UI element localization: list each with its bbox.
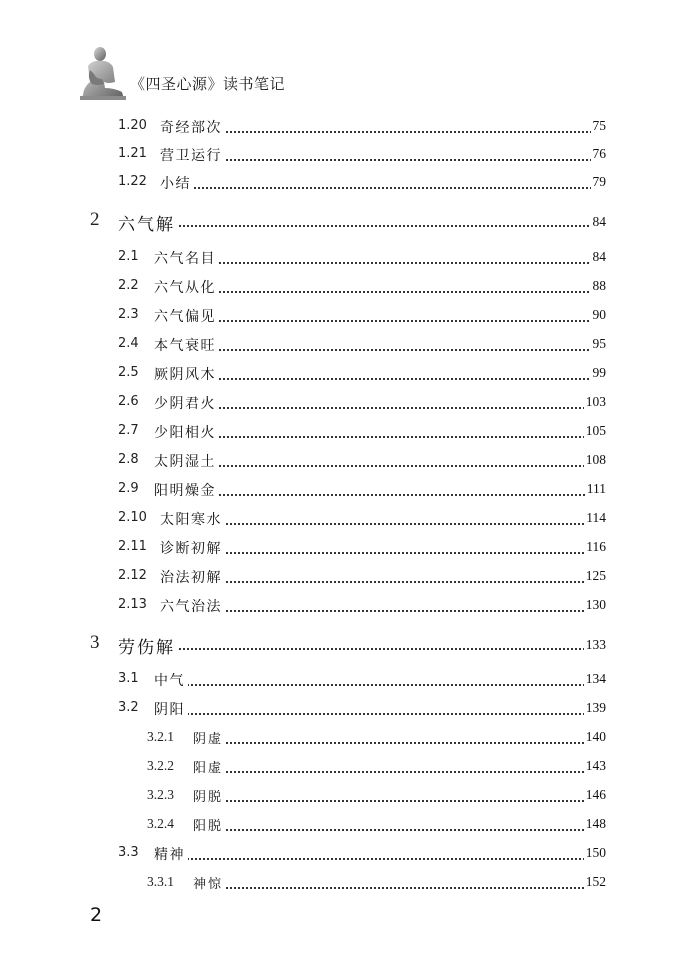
toc-entry-title: 六气解 xyxy=(118,210,178,235)
toc-entry-number: 2.2 xyxy=(118,278,139,293)
toc-entry[interactable] xyxy=(0,394,700,420)
toc-entry-title: 神惊 xyxy=(193,873,226,892)
toc-entry-page: 76 xyxy=(592,146,606,161)
toc-entry[interactable] xyxy=(0,481,700,507)
toc-entry-number: 2.13 xyxy=(118,597,147,612)
toc-entry-title: 劳伤解 xyxy=(118,633,178,658)
toc-entry-number: 3.2 xyxy=(118,700,139,715)
toc-entry[interactable] xyxy=(0,336,700,362)
toc-entry-page: 116 xyxy=(586,539,606,554)
toc-entry-title: 阳脱 xyxy=(193,815,226,834)
toc-entry-page: 108 xyxy=(585,452,606,467)
dot-leader xyxy=(170,157,600,161)
dot-leader xyxy=(170,579,600,583)
toc-entry-number: 2.5 xyxy=(118,365,139,380)
toc-entry-number: 3.2.4 xyxy=(147,816,174,831)
toc-entry-page: 148 xyxy=(585,816,606,831)
toc-entry-page: 152 xyxy=(585,874,606,889)
toc-entry-page: 84 xyxy=(592,249,606,264)
toc-entry-title: 阳明燥金 xyxy=(154,480,219,500)
toc-entry-number: 2.12 xyxy=(118,568,147,583)
toc-entry-number: 2.6 xyxy=(118,394,139,409)
toc-entry[interactable] xyxy=(0,146,700,172)
toc-entry-title: 诊断初解 xyxy=(160,538,225,558)
toc-entry-title: 治法初解 xyxy=(160,567,225,587)
toc-entry-page: 75 xyxy=(592,118,606,133)
toc-entry[interactable] xyxy=(0,249,700,275)
toc-entry-page: 95 xyxy=(592,336,606,351)
toc-entry-number: 2.3 xyxy=(118,307,139,322)
toc-entry-page: 114 xyxy=(586,510,606,525)
toc-entry-page: 88 xyxy=(592,278,606,293)
toc-entry-number: 2.1 xyxy=(118,249,139,264)
toc-entry[interactable] xyxy=(0,671,700,697)
toc-entry-number: 3.3.1 xyxy=(147,874,174,889)
toc-entry-number: 2.8 xyxy=(118,452,139,467)
toc-entry-title: 阴阳 xyxy=(154,699,188,719)
toc-entry-page: 143 xyxy=(585,758,606,773)
toc-entry-page: 90 xyxy=(592,307,606,322)
toc-chapter-entry[interactable] xyxy=(0,632,700,663)
toc-entry-title: 六气偏见 xyxy=(154,306,219,326)
toc-entry-number: 2.7 xyxy=(118,423,139,438)
toc-entry[interactable] xyxy=(0,845,700,871)
toc-entry-page: 133 xyxy=(585,637,606,652)
toc-entry-page: 134 xyxy=(585,671,606,686)
toc-entry[interactable] xyxy=(0,510,700,536)
toc-entry[interactable] xyxy=(0,758,700,784)
toc-entry-title: 本气衰旺 xyxy=(154,335,219,355)
toc-entry-number: 1.21 xyxy=(118,146,147,161)
toc-entry-title: 厥阴风木 xyxy=(154,364,219,384)
toc-entry-title: 太阴湿土 xyxy=(154,451,219,471)
toc-entry[interactable] xyxy=(0,568,700,594)
toc-entry-number: 3 xyxy=(90,632,100,653)
dot-leader xyxy=(170,129,600,133)
dot-leader xyxy=(128,646,600,650)
toc-entry-number: 3.2.3 xyxy=(147,787,174,802)
toc-entry-title: 阳虚 xyxy=(193,757,226,776)
dot-leader xyxy=(164,434,600,438)
toc-entry-number: 3.1 xyxy=(118,671,139,686)
toc-entry-page: 139 xyxy=(585,700,606,715)
dot-leader xyxy=(203,769,600,773)
toc-entry-title: 六气治法 xyxy=(160,596,225,616)
toc-entry-page: 130 xyxy=(585,597,606,612)
dot-leader xyxy=(170,550,600,554)
dot-leader xyxy=(164,347,600,351)
dot-leader xyxy=(203,827,600,831)
toc-entry-title: 阴虚 xyxy=(193,728,226,747)
toc-entry-page: 79 xyxy=(592,174,606,189)
toc-entry-title: 奇经部次 xyxy=(160,117,225,137)
toc-entry[interactable] xyxy=(0,423,700,449)
dot-leader xyxy=(164,289,600,293)
page-number: 2 xyxy=(90,904,103,926)
toc-entry-number: 3.2.1 xyxy=(147,729,174,744)
toc-entry[interactable] xyxy=(0,365,700,391)
toc-entry-number: 1.22 xyxy=(118,174,147,189)
dot-leader xyxy=(164,405,600,409)
toc-entry-title: 六气从化 xyxy=(154,277,219,297)
toc-entry-page: 140 xyxy=(585,729,606,744)
dot-leader xyxy=(170,608,600,612)
toc-entry[interactable] xyxy=(0,700,700,726)
toc-entry-page: 146 xyxy=(585,787,606,802)
toc-entry-title: 六气名目 xyxy=(154,248,219,268)
toc-entry[interactable] xyxy=(0,118,700,144)
toc-entry-number: 2.10 xyxy=(118,510,147,525)
toc-entry-title: 太阳寒水 xyxy=(160,509,225,529)
toc-entry-title: 中气 xyxy=(154,670,188,690)
toc-entry[interactable] xyxy=(0,816,700,842)
dot-leader xyxy=(164,463,600,467)
toc-entry-number: 2.9 xyxy=(118,481,139,496)
toc-entry[interactable] xyxy=(0,539,700,565)
toc-entry-title: 少阴君火 xyxy=(154,393,219,413)
dot-leader xyxy=(164,260,600,264)
toc-entry-title: 小结 xyxy=(160,173,194,193)
toc-entry-title: 营卫运行 xyxy=(160,145,225,165)
toc-entry[interactable] xyxy=(0,278,700,304)
toc-entry[interactable] xyxy=(0,452,700,478)
toc-entry[interactable] xyxy=(0,729,700,755)
dot-leader xyxy=(164,318,600,322)
dot-leader xyxy=(203,740,600,744)
toc-entry-page: 125 xyxy=(585,568,606,583)
toc-entry-page: 103 xyxy=(585,394,606,409)
toc-entry-title: 精神 xyxy=(154,844,188,864)
toc-entry-number: 2.11 xyxy=(118,539,147,554)
dot-leader xyxy=(164,856,600,860)
dot-leader xyxy=(203,798,600,802)
toc-entry-number: 1.20 xyxy=(118,118,147,133)
dot-leader xyxy=(203,885,600,889)
toc-entry-page: 105 xyxy=(585,423,606,438)
toc-entry-page: 99 xyxy=(592,365,606,380)
toc-entry[interactable] xyxy=(0,307,700,333)
toc-entry-number: 3.3 xyxy=(118,845,139,860)
toc-entry-page: 84 xyxy=(592,214,606,229)
toc-entry[interactable] xyxy=(0,874,700,900)
toc-entry-page: 111 xyxy=(586,481,606,496)
toc-entry-page: 150 xyxy=(585,845,606,860)
dot-leader xyxy=(164,711,600,715)
dot-leader xyxy=(164,682,600,686)
toc-entry[interactable] xyxy=(0,174,700,200)
toc-entry-number: 2 xyxy=(90,209,100,230)
toc-entry-number: 3.2.2 xyxy=(147,758,174,773)
book-title: 《四圣心源》读书笔记 xyxy=(130,75,286,93)
toc-entry-title: 少阳相火 xyxy=(154,422,219,442)
dot-leader xyxy=(170,185,600,189)
dot-leader xyxy=(128,223,600,227)
toc-entry[interactable] xyxy=(0,597,700,623)
toc-entry[interactable] xyxy=(0,787,700,813)
dot-leader xyxy=(170,521,600,525)
toc-entry-title: 阴脱 xyxy=(193,786,226,805)
toc-chapter-entry[interactable] xyxy=(0,209,700,240)
dot-leader xyxy=(164,492,600,496)
dot-leader xyxy=(164,376,600,380)
toc-entry-number: 2.4 xyxy=(118,336,139,351)
